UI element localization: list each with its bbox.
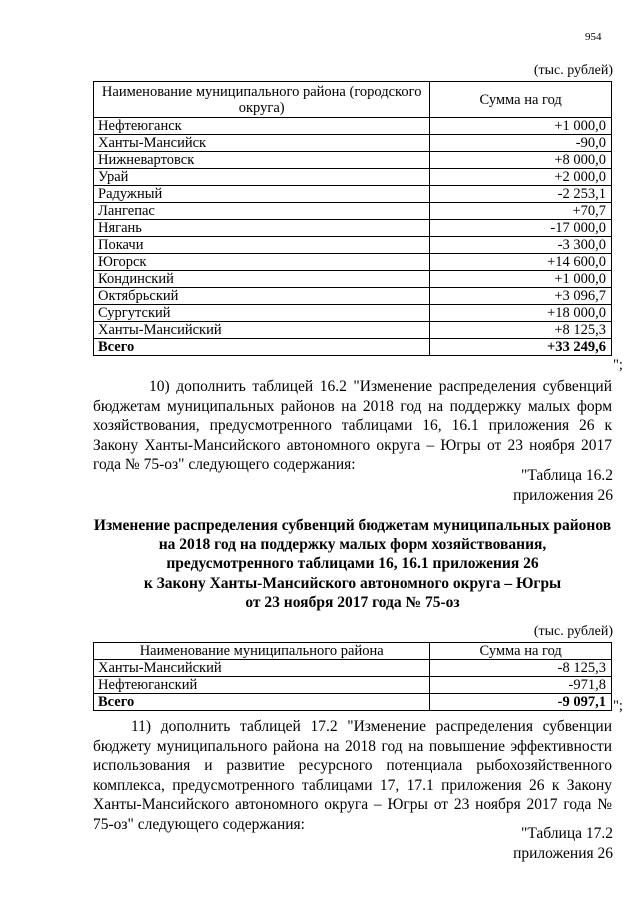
district-name-cell: Ханты-Мансийский <box>94 660 430 677</box>
total-row <box>94 339 612 356</box>
table1-header-name: Наименование муниципального района (городского округа) <box>94 82 430 118</box>
amount-cell: +1 000,0 <box>430 118 612 135</box>
table2-body <box>94 660 612 711</box>
amount-cell: +8 125,3 <box>430 322 612 339</box>
district-name-cell: Лангепас <box>94 203 430 220</box>
table1-header-sum: Сумма на год <box>430 82 612 118</box>
paragraph-10: 10) дополнить таблицей 16.2 "Изменение распределения субвенций бюджетам муниципальных районов на 2018 год на поддержку малых форм хозяйствования, предусмотренного таблицами 16, 16.1 приложения 26 к Закону Ханты-Мансийского автономного округа – Югры от 23 ноября 2017 года № 75-оз" следующего содержания: <box>93 378 612 474</box>
district-name-cell: Кондинский <box>94 271 430 288</box>
total-row <box>94 694 612 711</box>
amount-cell: +14 600,0 <box>430 254 612 271</box>
table-ref-17-2 <box>513 824 613 863</box>
amount-cell: -2 253,1 <box>430 186 612 203</box>
table1 <box>93 81 612 356</box>
table-row <box>94 118 612 135</box>
table-row <box>94 220 612 237</box>
district-name-cell: Урай <box>94 169 430 186</box>
district-name-cell: Нефтеюганский <box>94 677 430 694</box>
total-label-cell: Всего <box>94 694 430 711</box>
district-name-cell: Нижневартовск <box>94 152 430 169</box>
table-ref-line: приложения 26 <box>513 486 613 504</box>
table2-header-row <box>94 643 612 660</box>
table-row <box>94 677 612 694</box>
district-name-cell: Югорск <box>94 254 430 271</box>
paragraph-11: 11) дополнить таблицей 17.2 "Изменение распределения субвенции бюджету муниципального района на 2018 год на повышение эффективности использования и развитие ресурсного потенциала рыбохозяйственного комплекса, предусмотренного таблицами 17, 17.1 приложения 26 к Закону Ханты-Мансийского автономного округа – Югры от 23 ноября 2017 года № 75-оз" следующего содержания: <box>93 718 612 833</box>
table2 <box>93 642 612 711</box>
table1-closing-quote: "; <box>613 357 623 373</box>
table1-body <box>94 118 612 356</box>
heading-line: на 2018 год на поддержку малых форм хозяйствования, <box>158 536 547 554</box>
amount-cell: +8 000,0 <box>430 152 612 169</box>
district-name-cell: Октябрьский <box>94 288 430 305</box>
table-row <box>94 152 612 169</box>
total-amount-cell: +33 249,6 <box>430 339 612 356</box>
table-row <box>94 288 612 305</box>
table1-header-row <box>94 82 612 118</box>
table-row <box>94 254 612 271</box>
heading-line: от 23 ноября 2017 года № 75-оз <box>245 593 460 611</box>
total-amount-cell: -9 097,1 <box>430 694 612 711</box>
amount-cell: -3 300,0 <box>430 237 612 254</box>
table2-closing-quote: "; <box>613 698 623 714</box>
table-row <box>94 203 612 220</box>
table2-heading <box>80 516 625 612</box>
amount-cell: -90,0 <box>430 135 612 152</box>
heading-line: к Закону Ханты-Мансийского автономного округа – Югры <box>143 574 562 592</box>
table-row <box>94 305 612 322</box>
table-row <box>94 169 612 186</box>
amount-cell: -8 125,3 <box>430 660 612 677</box>
table-row <box>94 186 612 203</box>
table2-units: (тыс. рублей) <box>533 624 613 639</box>
district-name-cell: Нягань <box>94 220 430 237</box>
district-name-cell: Ханты-Мансийск <box>94 135 430 152</box>
amount-cell: +3 096,7 <box>430 288 612 305</box>
table1-units: (тыс. рублей) <box>533 63 613 78</box>
amount-cell: -971,8 <box>430 677 612 694</box>
heading-line: предусмотренного таблицами 16, 16.1 приложения 26 <box>166 555 539 573</box>
district-name-cell: Покачи <box>94 237 430 254</box>
table2-header-name: Наименование муниципального района <box>94 643 430 660</box>
heading-line: Изменение распределения субвенций бюджетам муниципальных районов <box>93 517 612 534</box>
amount-cell: -17 000,0 <box>430 220 612 237</box>
page-number: 954 <box>585 31 602 43</box>
table-ref-line: "Таблица 16.2 <box>521 467 613 484</box>
table-ref-line: "Таблица 17.2 <box>521 825 613 842</box>
table-ref-line: приложения 26 <box>513 844 613 862</box>
district-name-cell: Ханты-Мансийский <box>94 322 430 339</box>
table-ref-16-2 <box>513 466 613 505</box>
total-label-cell: Всего <box>94 339 430 356</box>
table-row <box>94 271 612 288</box>
table-row <box>94 660 612 677</box>
table-row <box>94 237 612 254</box>
table-row <box>94 322 612 339</box>
amount-cell: +1 000,0 <box>430 271 612 288</box>
district-name-cell: Нефтеюганск <box>94 118 430 135</box>
table2-header-sum: Сумма на год <box>430 643 612 660</box>
amount-cell: +70,7 <box>430 203 612 220</box>
district-name-cell: Сургутский <box>94 305 430 322</box>
district-name-cell: Радужный <box>94 186 430 203</box>
table-row <box>94 135 612 152</box>
amount-cell: +2 000,0 <box>430 169 612 186</box>
amount-cell: +18 000,0 <box>430 305 612 322</box>
